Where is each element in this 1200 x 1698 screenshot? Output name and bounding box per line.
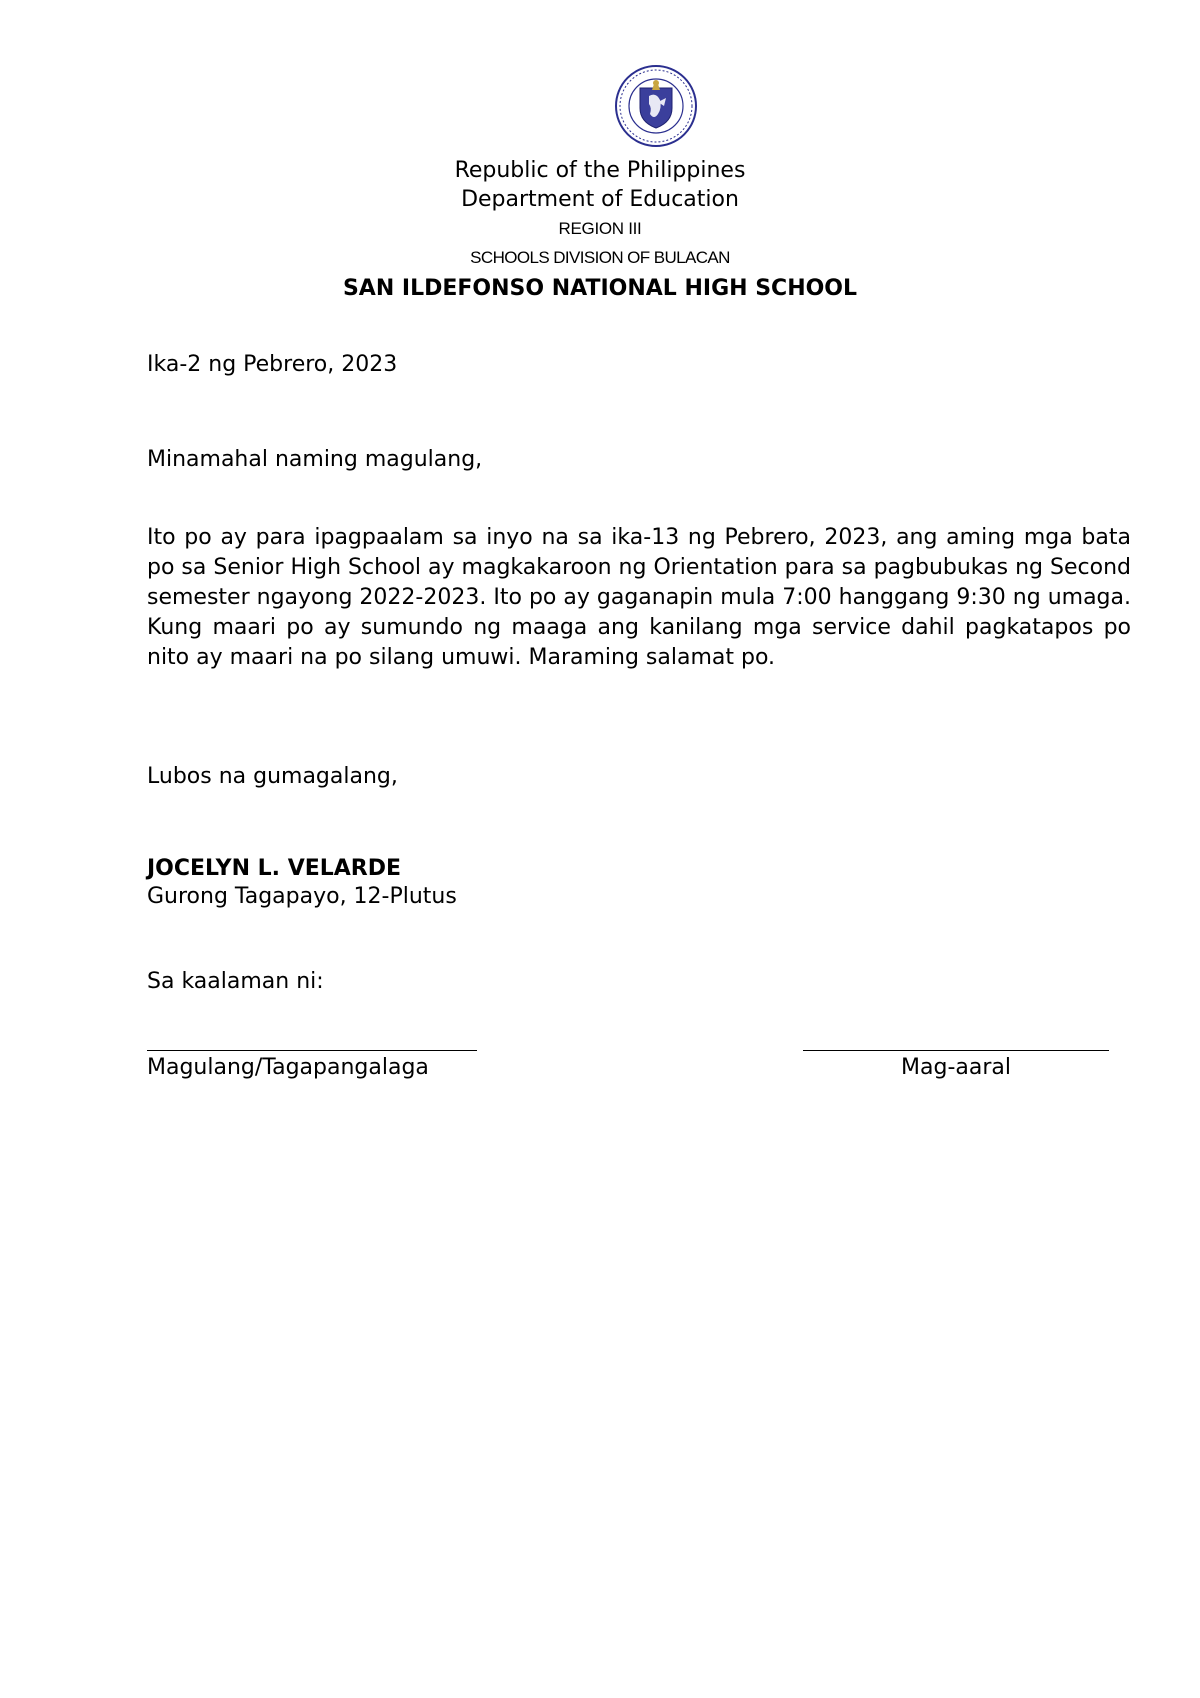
letterhead-department: Department of Education	[461, 187, 739, 212]
letterhead-school-name: SAN ILDEFONSO NATIONAL HIGH SCHOOL	[342, 276, 858, 301]
student-signature-line	[803, 1050, 1109, 1051]
deped-seal-icon	[614, 64, 698, 148]
letterhead-division: SCHOOLS DIVISION OF BULACAN	[470, 248, 730, 267]
letter-date: Ika-2 ng Pebrero, 2023	[147, 352, 398, 377]
parent-signature-label: Magulang/Tagapangalaga	[147, 1055, 429, 1080]
signer-name: JOCELYN L. VELARDE	[147, 856, 402, 881]
letter-salutation: Minamahal naming magulang,	[147, 447, 483, 472]
parent-signature-line	[147, 1050, 477, 1051]
student-signature-label: Mag-aaral	[901, 1055, 1011, 1080]
letterhead-region: REGION III	[558, 219, 642, 238]
letterhead-country: Republic of the Philippines	[454, 158, 746, 183]
acknowledgment-note: Sa kaalaman ni:	[147, 969, 324, 994]
letter-closing: Lubos na gumagalang,	[147, 764, 398, 789]
signer-title: Gurong Tagapayo, 12-Plutus	[147, 884, 457, 909]
letter-body: Ito po ay para ipagpaalam sa inyo na sa ika-13 ng Pebrero, 2023, ang aming mga bata po sa Senior High School ay magkakaroon ng Orientation para sa pagbubukas ng Second semester ngayong 2022-2023. Ito po ay gaganapin mula 7:00 hanggang 9:30 ng umaga. Kung maari po ay sumundo ng maaga ang kanilang mga service dahil pagkatapos po nito ay maari na po silang umuwi. Maraming salamat po.	[147, 525, 1131, 670]
